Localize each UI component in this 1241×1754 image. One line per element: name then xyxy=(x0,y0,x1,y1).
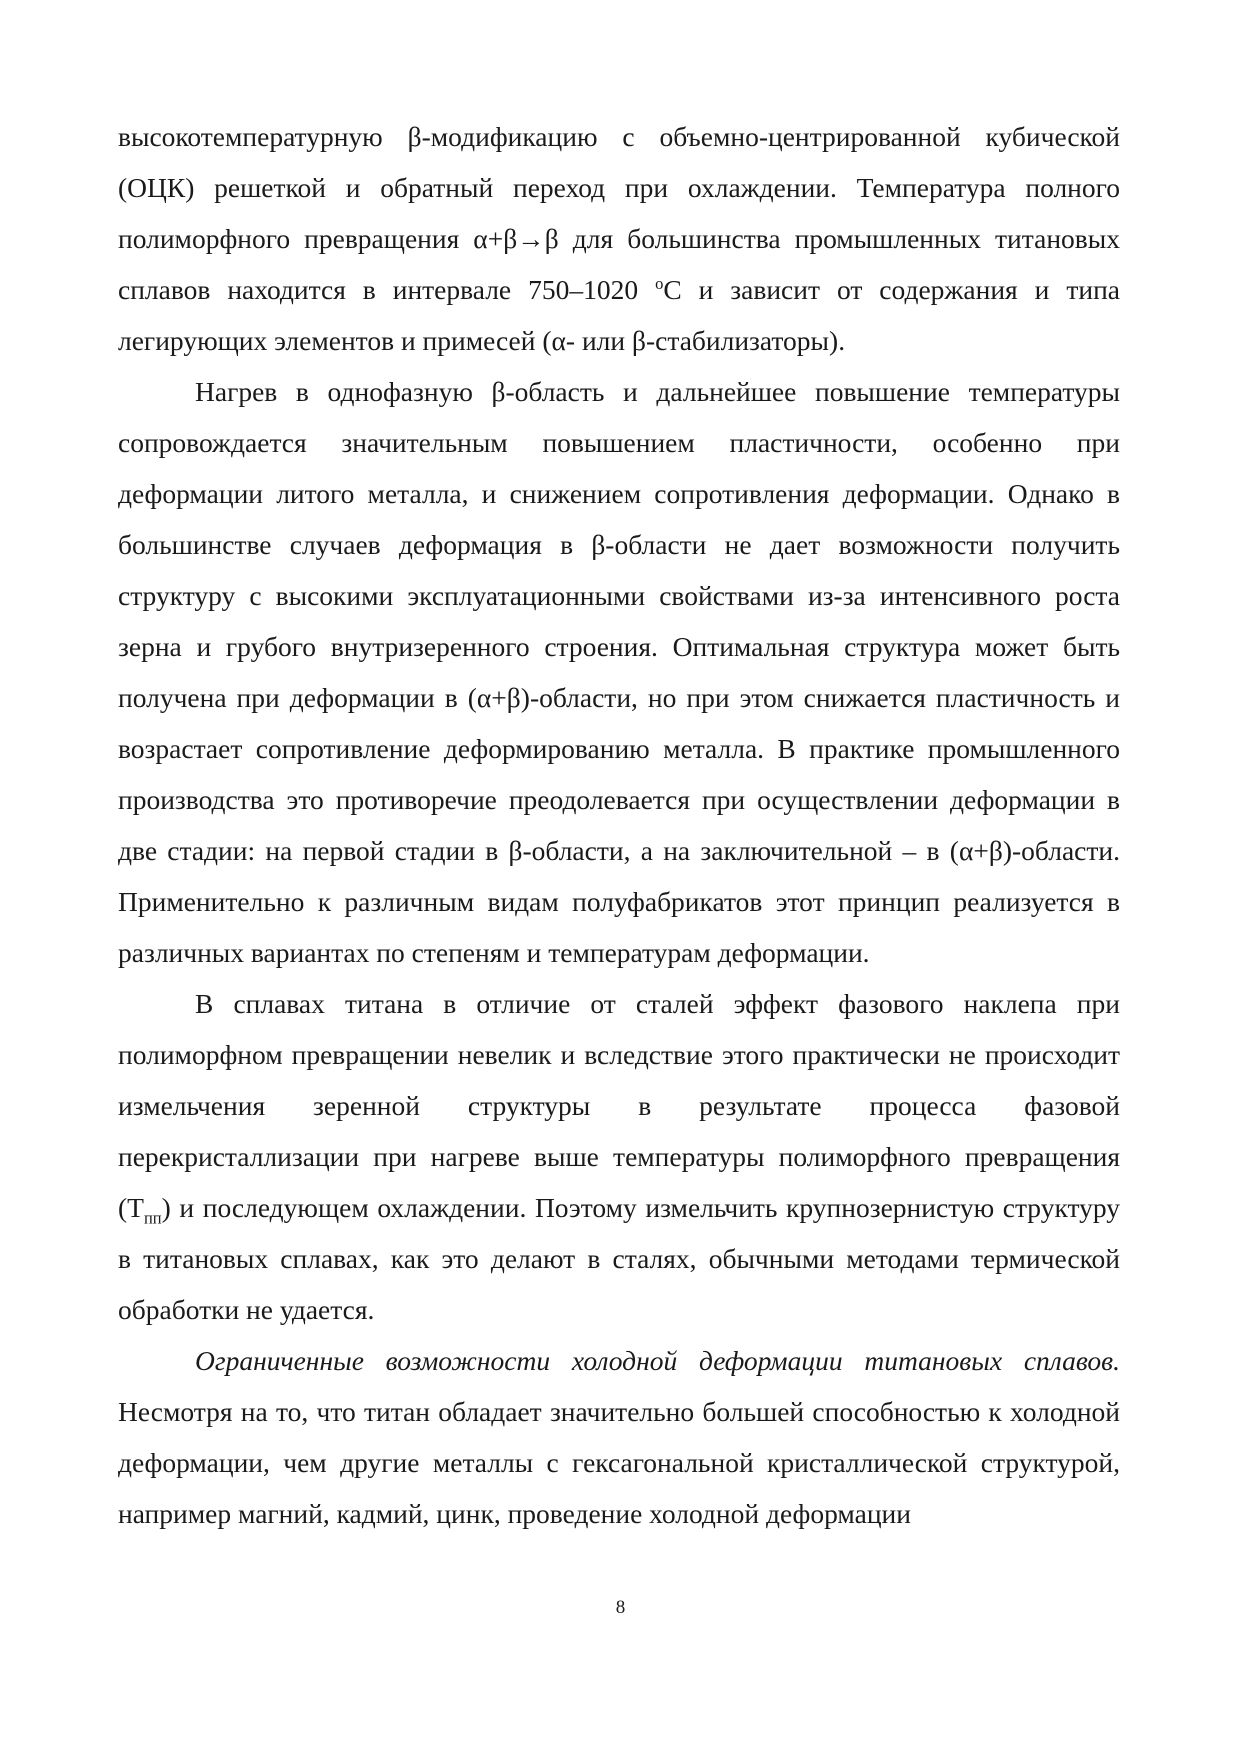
paragraph-1-end: С и зависит от содержания и типа легирующих элементов и примесей (α- или β-стабилизаторы). xyxy=(118,274,1120,356)
subscript-pp: пп xyxy=(143,1208,162,1228)
section-heading-italic: Ограниченные возможности холодной деформации титановых сплавов. xyxy=(195,1345,1120,1376)
paragraph-2: Нагрев в однофазную β-область и дальнейшее повышение температуры сопровождается значительным повышением пластичности, особенно при деформации литого металла, и снижением сопротивления деформации. Однако в большинстве случаев деформация в β-области не дает возможности получить структуру с высокими эксплуатационными свойствами из-за интенсивного роста зерна и грубого внутризеренного строения. Оптимальная структура может быть получена при деформации в (α+β)-области, но при этом снижается пластичность и возрастает сопротивление деформированию металла. В практике промышленного производства это противоречие преодолевается при осуществлении деформации в две стадии: на первой стадии в β-области, а на заключительной – в (α+β)-области. Применительно к различным видам полуфабрикатов этот принцип реализуется в различных вариантах по степеням и температурам деформации. xyxy=(118,376,1120,968)
paragraph-3 xyxy=(118,978,1120,1335)
paragraph-1-text: высокотемпературную β-модификацию с объемно-центрированной кубической (ОЦК) решеткой и обратный переход при охлаждении. Температура полного полиморфного превращения α+β→β для большинства промышленных титановых сплавов находится в интервале 750–1020 xyxy=(118,121,1120,305)
paragraph-4 xyxy=(118,1335,1120,1539)
paragraph-3-end: ) и последующем охлаждении. Поэтому измельчить крупнозернистую структуру в титановых сплавах, как это делают в сталях, обычными методами термической обработки не удается. xyxy=(118,1192,1120,1325)
paragraph-1 xyxy=(118,111,1120,366)
paragraph-3-start: В сплавах титана в отличие от сталей эффект фазового наклепа при полиморфном превращении невелик и вследствие этого практически не происходит измельчения зеренной структуры в результате процесса фазовой перекристаллизации при нагреве выше температуры полиморфного превращения (Т xyxy=(118,988,1120,1223)
degree-sign: о xyxy=(655,273,664,293)
page-number: 8 xyxy=(615,1597,626,1618)
paragraph-4-text: Несмотря на то, что титан обладает значительно большей способностью к холодной деформации, чем другие металлы с гексагональной кристаллической структурой, например магний, кадмий, цинк, проведение холодной деформации xyxy=(118,1396,1120,1529)
body-text xyxy=(118,111,1120,1539)
